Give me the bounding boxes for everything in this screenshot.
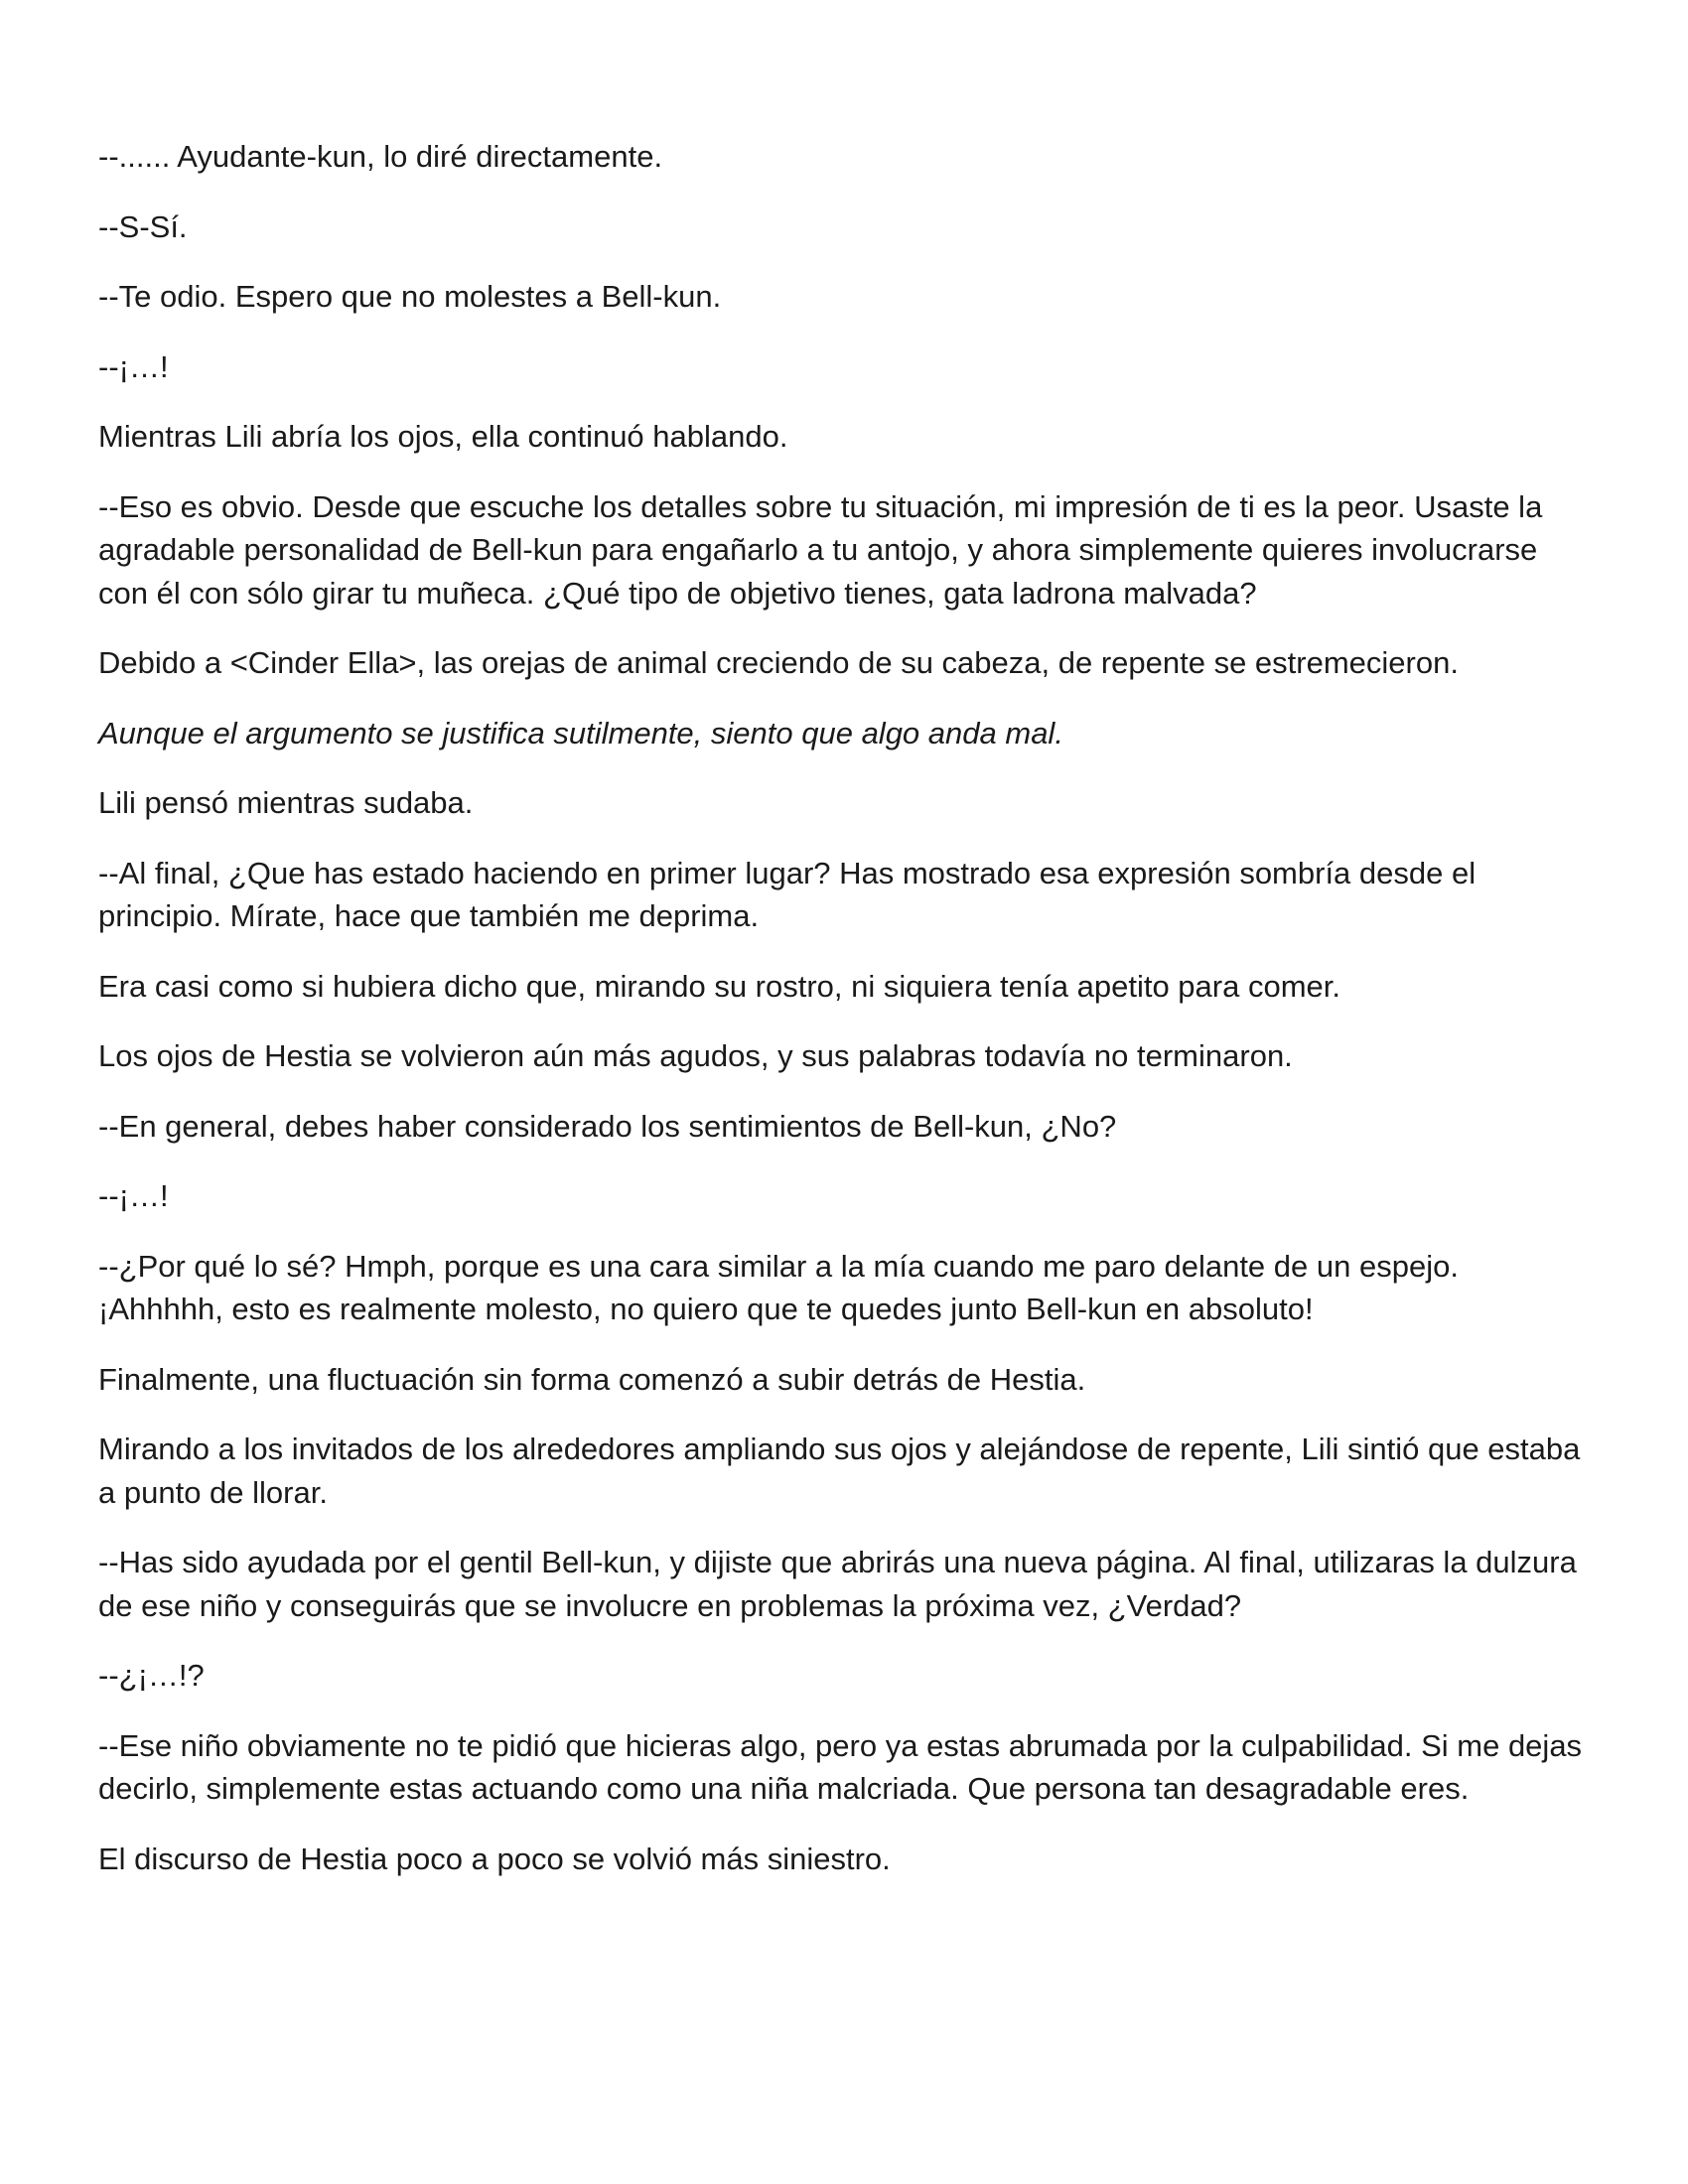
paragraph: El discurso de Hestia poco a poco se volvió más siniestro.	[98, 1841, 891, 1876]
paragraph: Lili pensó mientras sudaba.	[98, 785, 474, 820]
paragraph: --Te odio. Espero que no molestes a Bell-kun.	[98, 279, 722, 314]
paragraph: --S-Sí.	[98, 208, 188, 244]
paragraph: Mientras Lili abría los ojos, ella continuó hablando.	[98, 419, 788, 454]
paragraph: --¡…!	[98, 1178, 169, 1213]
paragraph: Era casi como si hubiera dicho que, mirando su rostro, ni siquiera tenía apetito para comer.	[98, 968, 1340, 1004]
paragraph: --En general, debes haber considerado los sentimientos de Bell-kun, ¿No?	[98, 1108, 1117, 1144]
paragraph: Debido a <Cinder Ella>, las orejas de animal creciendo de su cabeza, de repente se estremecieron.	[98, 645, 1459, 680]
paragraph: Mirando a los invitados de los alrededores ampliando sus ojos y alejándose de repente, Lili sintió que estaba a punto de llorar.	[98, 1432, 1581, 1510]
paragraph: --Eso es obvio. Desde que escuche los detalles sobre tu situación, mi impresión de ti es la peor. Usaste la agradable personalidad de Bell-kun para engañarlo a tu antojo, y ahora simplemente quieres involucrarse con él con sólo girar tu muñeca. ¿Qué tipo de objetivo tienes, gata ladrona malvada?	[98, 488, 1543, 611]
paragraph: --Has sido ayudada por el gentil Bell-kun, y dijiste que abrirás una nueva página. Al final, utilizaras la dulzura de ese niño y conseguirás que se involucre en problemas la próxima vez, ¿Verdad?	[98, 1545, 1577, 1623]
paragraph: --Al final, ¿Que has estado haciendo en primer lugar? Has mostrado esa expresión sombría desde el principio. Mírate, hace que también me deprima.	[98, 855, 1477, 933]
paragraph: --¡…!	[98, 348, 169, 384]
paragraph: --...... Ayudante-kun, lo diré directamente.	[98, 139, 663, 174]
paragraph-italic: Aunque el argumento se justifica sutilmente, siento que algo anda mal.	[98, 715, 1063, 751]
paragraph: Finalmente, una fluctuación sin forma comenzó a subir detrás de Hestia.	[98, 1361, 1086, 1397]
paragraph: --¿¡…!?	[98, 1658, 205, 1693]
paragraph: --Ese niño obviamente no te pidió que hicieras algo, pero ya estas abrumada por la culpabilidad. Si me dejas decirlo, simplemente estas actuando como una niña malcriada. Que persona tan desagradable eres.	[98, 1727, 1583, 1806]
paragraph: Los ojos de Hestia se volvieron aún más agudos, y sus palabras todavía no terminaron.	[98, 1038, 1293, 1073]
paragraph: --¿Por qué lo sé? Hmph, porque es una cara similar a la mía cuando me paro delante de un espejo. ¡Ahhhhh, esto es realmente molesto, no quiero que te quedes junto Bell-kun en absoluto!	[98, 1248, 1459, 1326]
